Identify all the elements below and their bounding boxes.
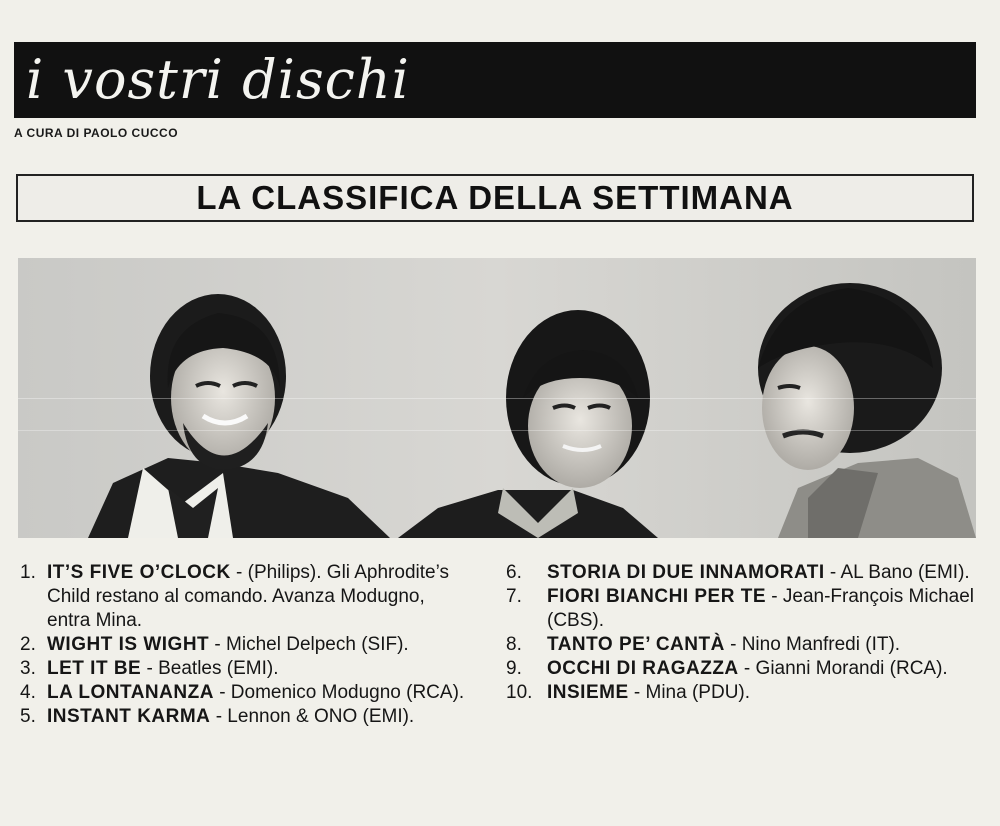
rank: 4.	[20, 682, 36, 703]
column-banner	[14, 42, 976, 118]
rank: 6.	[506, 562, 522, 583]
list-item	[20, 681, 466, 705]
list-item	[506, 657, 978, 681]
rank: 9.	[506, 658, 522, 679]
band-photo-illustration	[18, 258, 976, 538]
song-details: - (Philips). Gli Aphrodite’s Child restano al comando. Avanza Modugno, entra Mina.	[47, 562, 449, 631]
rank: 5.	[20, 706, 36, 727]
song-title: STORIA DI DUE INNAMORATI	[547, 562, 825, 583]
rank: 8.	[506, 634, 522, 655]
song-details: - Beatles (EMI).	[141, 658, 279, 679]
song-title: WIGHT IS WIGHT	[47, 634, 210, 655]
song-title: TANTO PE’ CANTÀ	[547, 634, 725, 655]
song-details: - Nino Manfredi (IT).	[724, 634, 901, 655]
song-title: INSIEME	[547, 682, 629, 703]
song-title: IT’S FIVE O’CLOCK	[47, 562, 231, 583]
song-details: - Mina (PDU).	[628, 682, 751, 703]
list-item	[506, 561, 978, 585]
song-details: - Domenico Modugno (RCA).	[213, 682, 465, 703]
list-item	[506, 681, 978, 705]
list-item	[506, 585, 978, 633]
song-details: - Michel Delpech (SIF).	[209, 634, 409, 655]
song-title: LET IT BE	[47, 658, 142, 679]
list-item	[20, 561, 466, 633]
chart-list-right	[506, 561, 978, 705]
song-title: LA LONTANANZA	[47, 682, 214, 703]
rank: 7.	[506, 586, 522, 607]
rank: 3.	[20, 658, 36, 679]
list-item	[20, 633, 466, 657]
band-photo	[18, 258, 976, 538]
column-title: i vostri dischi	[26, 48, 410, 111]
headline-box	[16, 174, 974, 222]
list-item	[20, 657, 466, 681]
song-details: - Gianni Morandi (RCA).	[738, 658, 948, 679]
byline: A CURA DI PAOLO CUCCO	[14, 126, 179, 140]
rank: 1.	[20, 562, 36, 583]
song-details: - Lennon & ONO (EMI).	[210, 706, 415, 727]
list-item	[20, 705, 466, 729]
song-title: INSTANT KARMA	[47, 706, 211, 727]
rank: 10.	[506, 682, 533, 703]
song-title: OCCHI DI RAGAZZA	[547, 658, 739, 679]
song-details: - AL Bano (EMI).	[824, 562, 970, 583]
list-item	[506, 633, 978, 657]
song-title: FIORI BIANCHI PER TE	[547, 586, 767, 607]
chart-list-left	[20, 561, 466, 729]
headline: LA CLASSIFICA DELLA SETTIMANA	[196, 179, 794, 216]
rank: 2.	[20, 634, 36, 655]
song-details: - Jean-François Michael (CBS).	[547, 586, 975, 631]
